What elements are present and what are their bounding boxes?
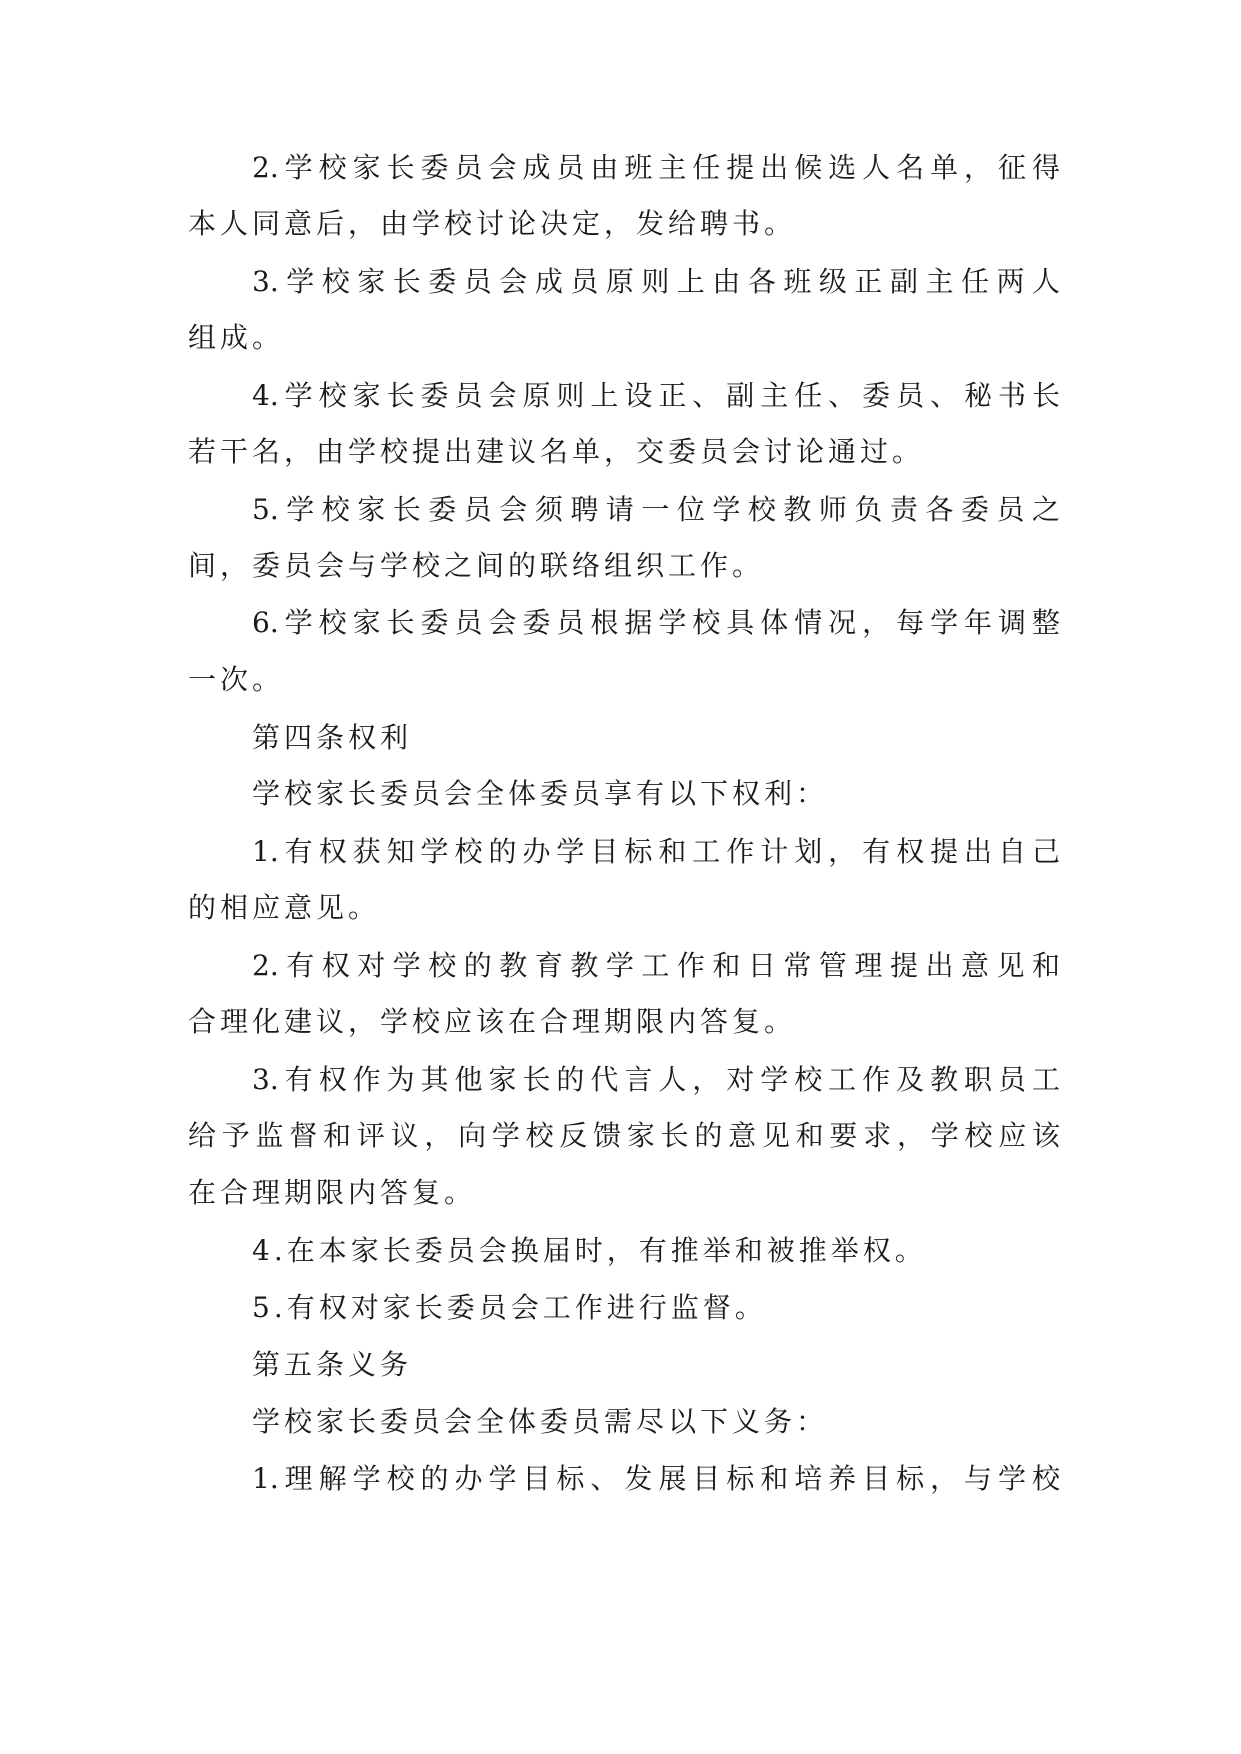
text-line: 1.有权获知学校的办学目标和工作计划，有权提出自己 (252, 835, 1060, 868)
text-line: 间，委员会与学校之间的联络组织工作。 (188, 549, 765, 582)
text-line: 一次。 (188, 663, 285, 696)
text-line: 组成。 (188, 321, 285, 354)
section-heading: 第四条权利 (252, 721, 413, 754)
text-line: 本人同意后，由学校讨论决定，发给聘书。 (188, 207, 797, 240)
text-line: 5.有权对家长委员会工作进行监督。 (252, 1291, 767, 1324)
text-line: 2.有权对学校的教育教学工作和日常管理提出意见和 (252, 949, 1060, 982)
text-line: 3.有权作为其他家长的代言人，对学校工作及教职员工 (252, 1063, 1060, 1096)
text-line: 2.学校家长委员会成员由班主任提出候选人名单，征得 (252, 151, 1060, 184)
text-line: 在合理期限内答复。 (188, 1176, 477, 1209)
text-line: 给予监督和评议，向学校反馈家长的意见和要求，学校应该 (188, 1119, 1060, 1152)
section-heading: 第五条义务 (252, 1348, 413, 1381)
text-line: 4.在本家长委员会换届时，有推举和被推举权。 (252, 1234, 927, 1267)
text-line: 的相应意见。 (188, 891, 381, 924)
text-line: 学校家长委员会全体委员需尽以下义务： (252, 1405, 829, 1438)
text-line: 4.学校家长委员会原则上设正、副主任、委员、秘书长 (252, 379, 1060, 412)
text-line: 合理化建议，学校应该在合理期限内答复。 (188, 1005, 797, 1038)
text-line: 3.学校家长委员会成员原则上由各班级正副主任两人 (252, 265, 1060, 298)
text-line: 5.学校家长委员会须聘请一位学校教师负责各委员之 (252, 493, 1060, 526)
text-line: 学校家长委员会全体委员享有以下权利： (252, 777, 829, 810)
text-line: 6.学校家长委员会委员根据学校具体情况，每学年调整 (252, 606, 1060, 639)
text-line: 1.理解学校的办学目标、发展目标和培养目标，与学校 (252, 1462, 1060, 1495)
text-line: 若干名，由学校提出建议名单，交委员会讨论通过。 (188, 435, 925, 468)
